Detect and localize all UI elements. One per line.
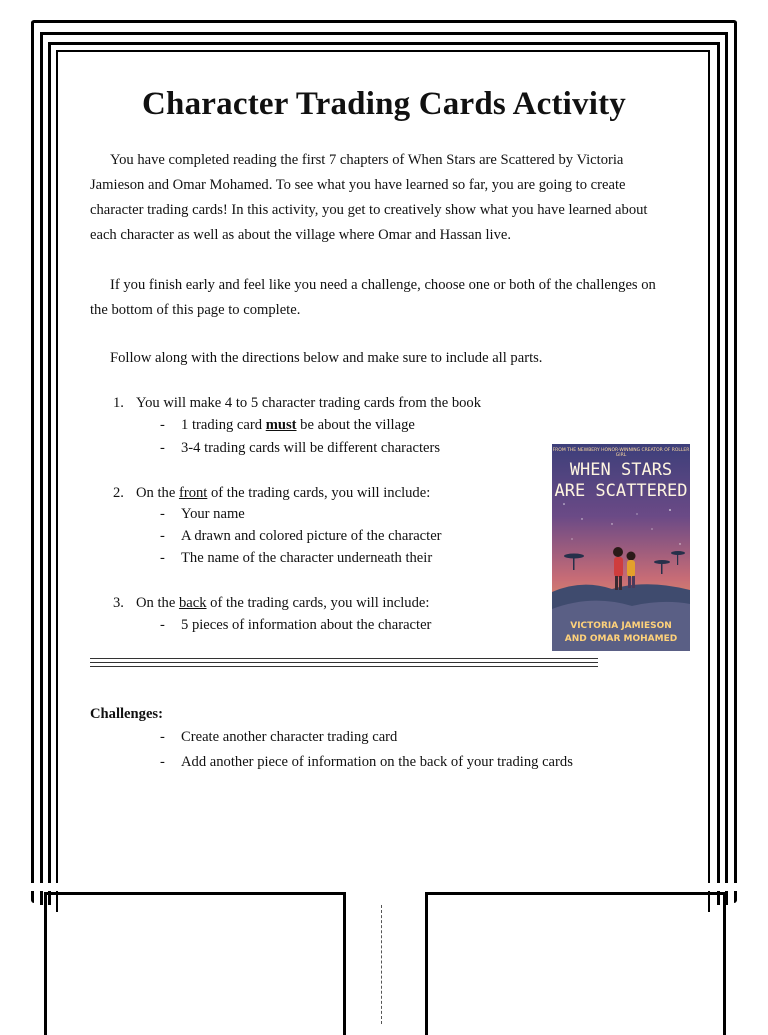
- trading-card-right: [425, 892, 726, 1035]
- step-2-bullet-2: A drawn and colored picture of the character: [181, 528, 442, 544]
- bullet-dash: -: [160, 754, 165, 770]
- separator-line-2: [90, 666, 598, 667]
- cut-line: [381, 905, 382, 1024]
- bullet-dash: -: [160, 729, 165, 745]
- step-1-text: You will make 4 to 5 character trading cards from the book: [136, 395, 482, 411]
- challenges-heading: Challenges:: [90, 706, 163, 722]
- step-1-number: 1.: [113, 395, 124, 411]
- book-title: WHEN STARS ARE SCATTERED: [554, 460, 688, 501]
- separator-line: [90, 658, 598, 663]
- bullet-dash: -: [160, 550, 165, 566]
- challenge-item-1: Create another character trading card: [181, 729, 398, 745]
- step-2-number: 2.: [113, 485, 124, 501]
- step-3-bullet-1: 5 pieces of information about the character: [181, 617, 432, 633]
- page-title: Character Trading Cards Activity: [142, 86, 626, 122]
- step-1-bullet-2: 3-4 trading cards will be different characters: [181, 440, 441, 456]
- step-2-text: On the front of the trading cards, you will include:: [136, 485, 431, 501]
- book-author-1: VICTORIA JAMIESON: [570, 621, 672, 631]
- bullet-dash: -: [160, 440, 165, 456]
- step-2-bullet-1: Your name: [181, 506, 245, 522]
- book-author-2: AND OMAR MOHAMED: [564, 634, 678, 644]
- bullet-dash: -: [160, 528, 165, 544]
- trading-card-left: [44, 892, 346, 1035]
- children-figures: [613, 547, 636, 590]
- book-tagline: FROM THE NEWBERY HONOR-WINNING CREATOR OF ROLLER GIRL: [552, 448, 690, 458]
- bullet-dash: -: [160, 617, 165, 633]
- step-2-bullet-3: The name of the character underneath their: [181, 550, 433, 566]
- follow-directions: Follow along with the directions below and make sure to include all parts.: [110, 350, 543, 366]
- book-cover-image: [552, 444, 690, 651]
- step-3-number: 3.: [113, 595, 124, 611]
- bullet-dash: -: [160, 417, 165, 433]
- bullet-dash: -: [160, 506, 165, 522]
- challenge-note: If you finish early and feel like you need a challenge, choose one or both of the challenges on the bottom of this page to complete.: [90, 277, 656, 318]
- challenge-item-2: Add another piece of information on the back of your trading cards: [181, 754, 573, 770]
- page-gap: [0, 883, 768, 891]
- intro-paragraph: You have completed reading the first 7 chapters of When Stars are Scattered by Victoria Jamieson and Omar Mohamed. To see what you have learned so far, you are going to create character trading cards! In this activity, you get to creatively show what you have learned about each character as well as about the village where Omar and Hassan live.: [90, 152, 648, 243]
- step-3-text: On the back of the trading cards, you will include:: [136, 595, 430, 611]
- step-1-bullet-1: 1 trading card must be about the village: [181, 417, 415, 433]
